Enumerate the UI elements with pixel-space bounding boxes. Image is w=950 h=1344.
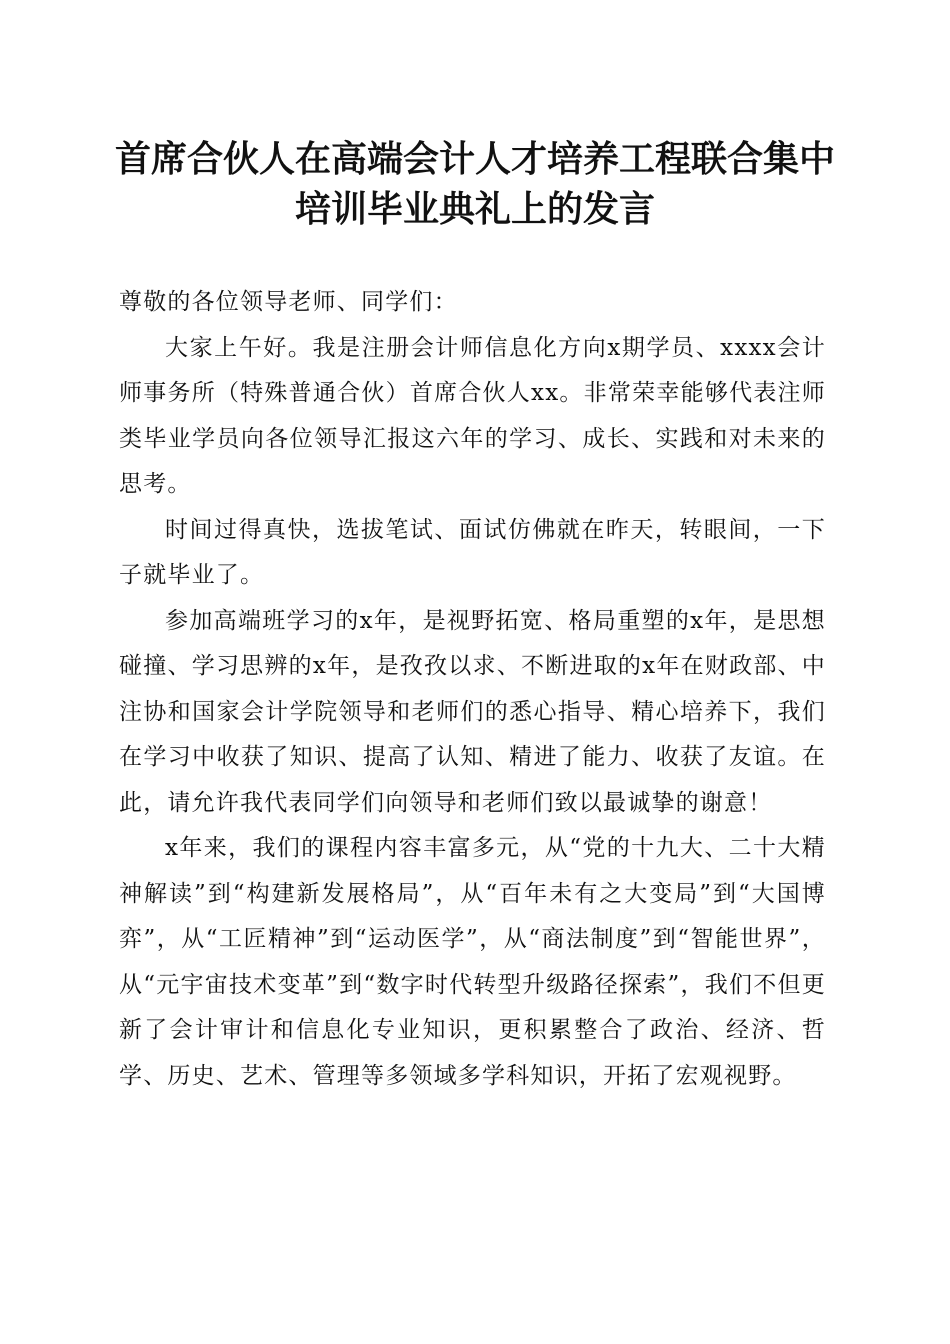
paragraph-study-years: 参加高端班学习的x年，是视野拓宽、格局重塑的x年，是思想碰撞、学习思辨的x年，是孜孜以求、不断进取的x年在财政部、中注协和国家会计学院领导和老师们的悉心指导、精心培养下，我们在学习中收获了知识、提高了认知、精进了能力、收获了友谊。在此，请允许我代表同学们向领导和老师们致以最诚挚的谢意！ [119,607,826,816]
paragraph-time: 时间过得真快，选拔笔试、面试仿佛就在昨天，转眼间，一下子就毕业了。 [119,516,826,588]
document-body [119,280,826,1099]
salutation: 尊敬的各位领导老师、同学们： [119,289,458,315]
title-line-1: 首席合伙人在高端会计人才培养工程联合集中 [114,138,835,180]
paragraph-courses: x年来，我们的课程内容丰富多元，从“党的十九大、二十大精神解读”到“构建新发展格局”，从“百年未有之大变局”到“大国博弈”，从“工匠精神”到“运动医学”，从“商法制度”到“智能世界”，从“元宇宙技术变革”到“数字时代转型升级路径探索”，我们不但更新了会计审计和信息化专业知识，更积累整合了政治、经济、哲学、历史、艺术、管理等多领域多学科知识，开拓了宏观视野。 [119,835,826,1089]
document-title [100,134,850,234]
title-line-2: 培训毕业典礼上的发言 [294,188,655,230]
paragraph-greeting: 大家上午好。我是注册会计师信息化方向x期学员、xxxx会计师事务所（特殊普通合伙）首席合伙人xx。非常荣幸能够代表注师类毕业学员向各位领导汇报这六年的学习、成长、实践和对未来的思考。 [119,334,826,497]
